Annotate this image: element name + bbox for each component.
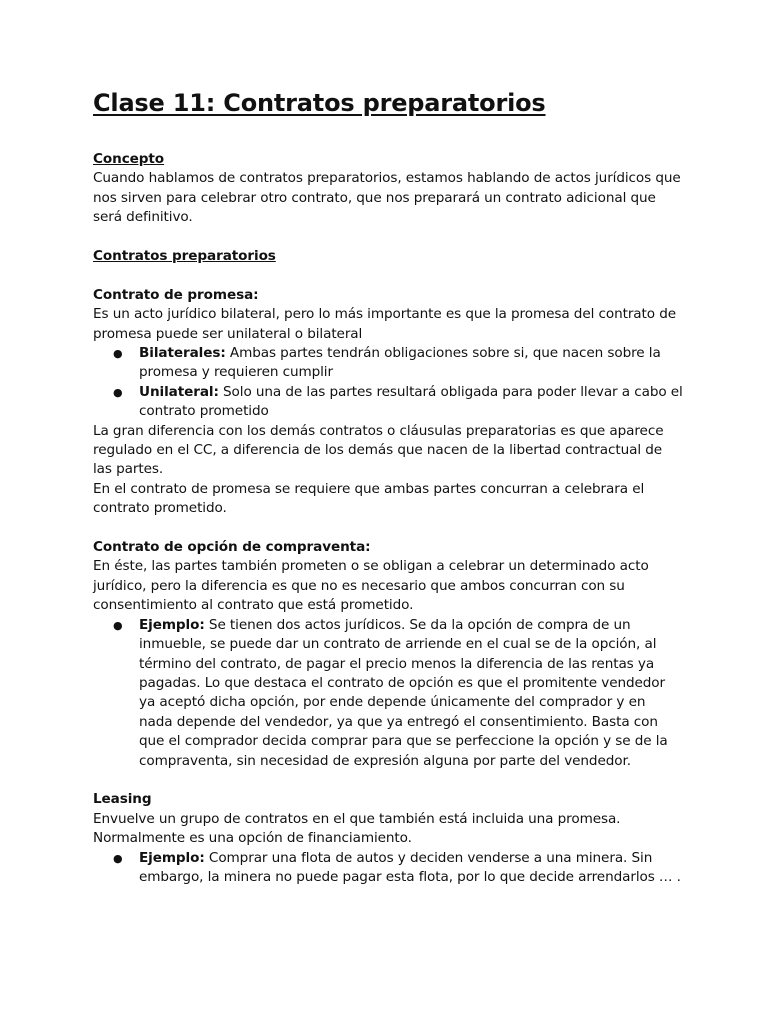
bullet-icon: ● bbox=[113, 851, 123, 865]
promesa-list bbox=[93, 344, 683, 422]
spacer bbox=[93, 771, 683, 790]
spacer bbox=[93, 228, 683, 247]
bullet-icon: ● bbox=[113, 618, 123, 632]
list-item-term: Bilaterales: bbox=[139, 345, 226, 362]
document-page bbox=[93, 86, 683, 887]
list-item-text: Ambas partes tendrán obligaciones sobre si, que nacen sobre la promesa y requieren cumplir bbox=[139, 345, 661, 381]
list-item-term: Ejemplo: bbox=[139, 616, 205, 633]
bullet-icon: ● bbox=[113, 385, 123, 399]
leasing-intro: Envuelve un grupo de contratos en el que también está incluida una promesa. Normalmente es una opción de financiamiento. bbox=[93, 810, 621, 847]
bullet-icon: ● bbox=[113, 347, 123, 361]
list-item-text: Comprar una flota de autos y deciden venderse a una minera. Sin embargo, la minera no puede pagar esta flota, por lo que decide arrendarlos … . bbox=[139, 849, 681, 885]
promesa-heading: Contrato de promesa: bbox=[93, 286, 259, 303]
list-item-term: Unilateral: bbox=[139, 383, 219, 400]
page-title: Clase 11: Contratos preparatorios bbox=[93, 89, 546, 117]
list-item bbox=[113, 344, 683, 383]
promesa-intro: Es un acto jurídico bilateral, pero lo más importante es que la promesa del contrato de promesa puede ser unilateral o bilateral bbox=[93, 306, 676, 342]
opcion-heading: Contrato de opción de compraventa: bbox=[93, 539, 371, 556]
list-item-term: Ejemplo: bbox=[139, 849, 205, 866]
promesa-paragraph: La gran diferencia con los demás contratos o cláusulas preparatorias es que aparece regulado en el CC, a diferencia de los demás que nacen de la libertad contractual de las partes. bbox=[93, 422, 664, 478]
list-item-text: Solo una de las partes resultará obligada para poder llevar a cabo el contrato prometido bbox=[139, 383, 683, 420]
opcion-intro: En éste, las partes también prometen o se obligan a celebrar un determinado acto jurídico, pero la diferencia es que no es necesario que ambos concurran con su consentimiento al contrato que está prometido. bbox=[93, 558, 649, 614]
concepto-text: Cuando hablamos de contratos preparatorios, estamos hablando de actos jurídicos que nos sirven para celebrar otro contrato, que nos preparará un contrato adicional que será definitivo. bbox=[93, 170, 681, 226]
leasing-list bbox=[93, 849, 683, 888]
concepto-heading: Concepto bbox=[93, 151, 165, 167]
opcion-list bbox=[93, 616, 683, 771]
spacer bbox=[93, 519, 683, 538]
list-item-text: Se tienen dos actos jurídicos. Se da la opción de compra de un inmueble, se puede dar un contrato de arriende en el cual se de la opción, al término del contrato, de pagar el precio menos la diferencia de las rentas ya pagadas. Lo que destaca el contrato de opción es que el promitente vendedor ya aceptó dicha opción, por ende depende únicamente del comprador y en nada depende del vendedor, ya que ya entregó el consentimiento. Basta con que el comprador decida comprar para que se perfeccione la opción y se de la compraventa, sin necesidad de expresión alguna por parte del vendedor. bbox=[139, 616, 668, 769]
contratos-preparatorios-heading: Contratos preparatorios bbox=[93, 248, 276, 265]
list-item bbox=[113, 849, 683, 888]
spacer bbox=[93, 266, 683, 285]
promesa-paragraph: En el contrato de promesa se requiere que ambas partes concurran a celebrara el contrato prometido. bbox=[93, 480, 645, 517]
list-item bbox=[113, 383, 683, 422]
list-item bbox=[113, 616, 683, 771]
leasing-heading: Leasing bbox=[93, 791, 152, 808]
